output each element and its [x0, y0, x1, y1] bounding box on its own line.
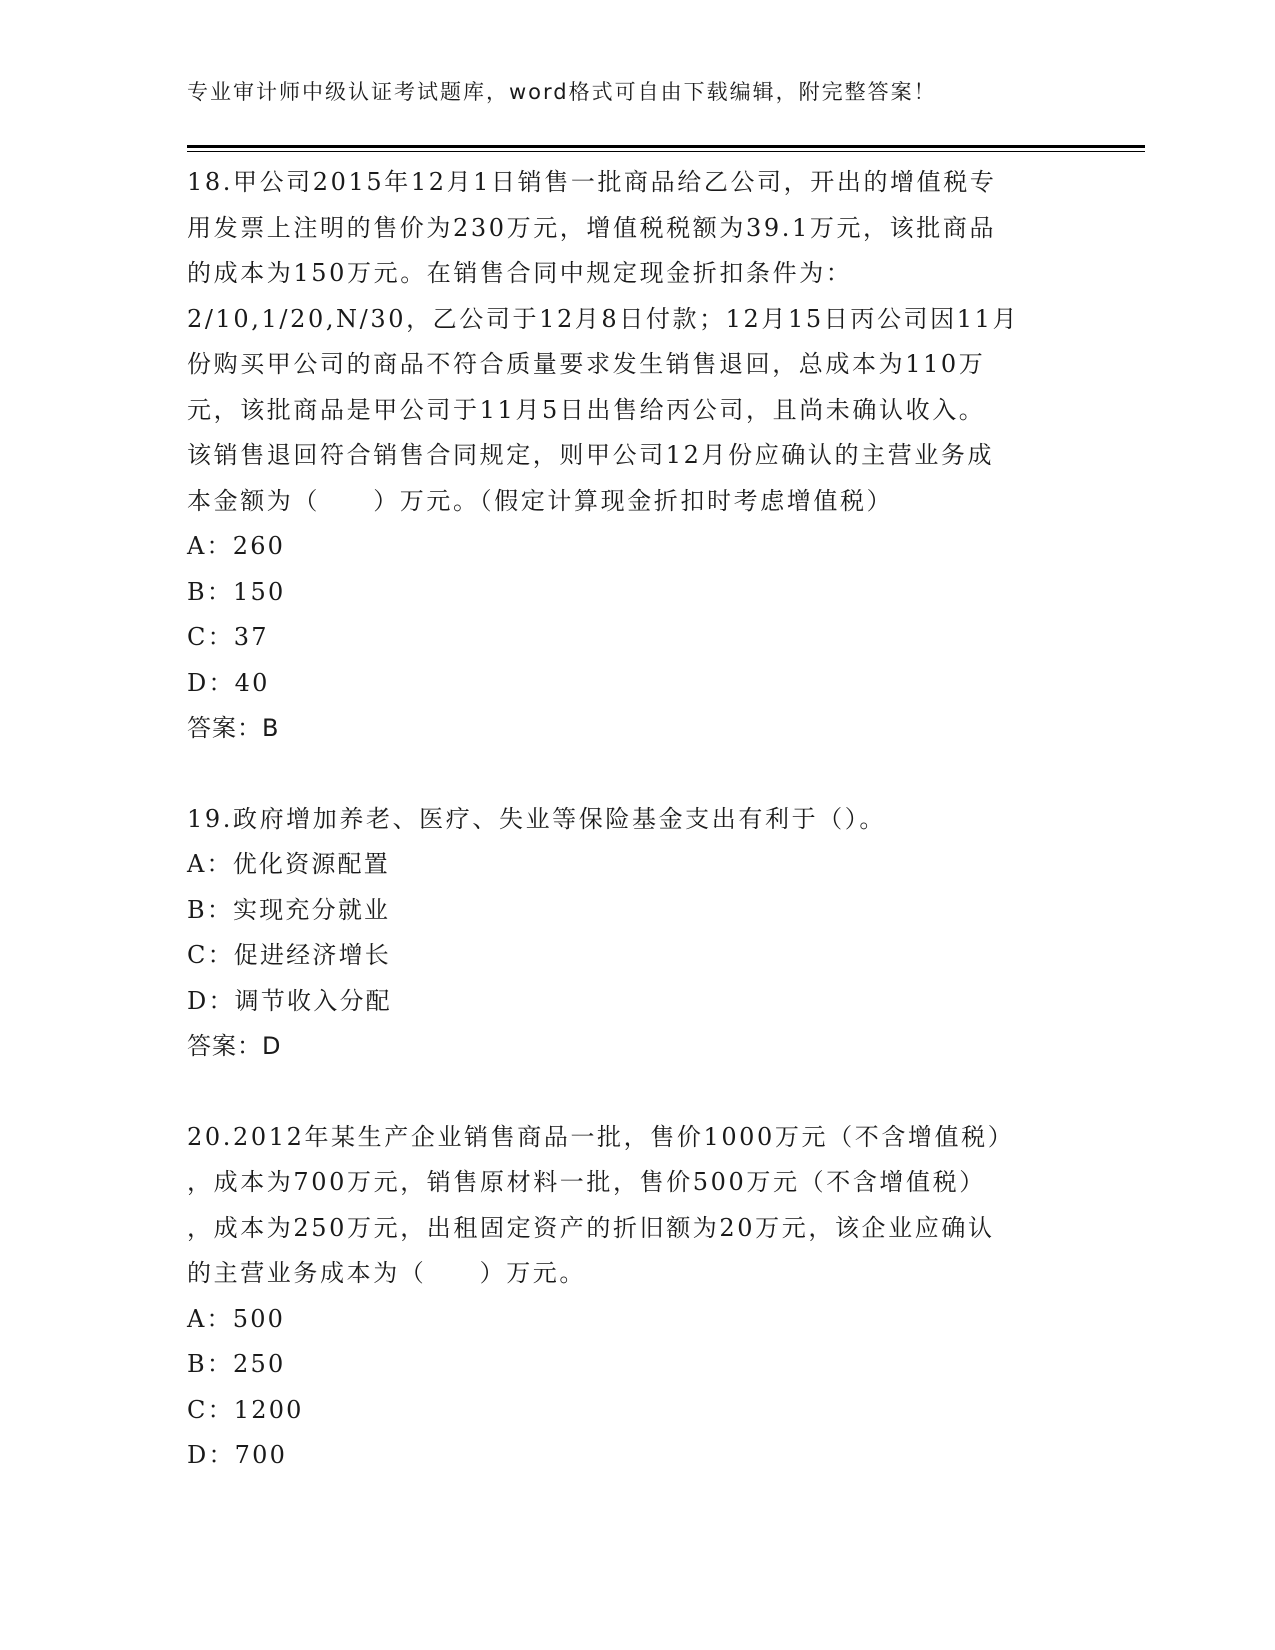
option-a: A：260: [187, 532, 286, 560]
answer-label: 答案：B: [187, 714, 280, 742]
question-text-line: 的成本为150万元。在销售合同中规定现金折扣条件为：: [187, 259, 853, 287]
question-text-line: 用发票上注明的售价为230万元，增值税税额为39.1万元，该批商品: [187, 213, 997, 242]
option-d: D：调节收入分配: [187, 986, 392, 1015]
question-text-line: 该销售退回符合销售合同规定，则甲公司12月份应确认的主营业务成: [187, 441, 995, 469]
header-rule-thin: [187, 151, 1145, 152]
question-20: [187, 1115, 1087, 1479]
option-a: A：优化资源配置: [187, 850, 390, 878]
question-text-line: 18.甲公司2015年12月1日销售一批商品给乙公司，开出的增值税专: [187, 168, 997, 196]
question-text-line: 2/10,1/20,N/30，乙公司于12月8日付款；12月15日丙公司因11月: [187, 304, 1020, 333]
question-spacer: [187, 752, 1087, 797]
option-b: B：实现充分就业: [187, 895, 391, 924]
option-b: B：250: [187, 1350, 286, 1378]
option-d: D：40: [187, 668, 270, 697]
page-header: 专业审计师中级认证考试题库，word格式可自由下载编辑，附完整答案！: [187, 80, 937, 104]
option-c: C：1200: [187, 1395, 304, 1424]
question-18: [187, 160, 1087, 752]
question-text-line: 本金额为（ ）万元。（假定计算现金折扣时考虑增值税）: [187, 486, 894, 515]
question-text-line: 的主营业务成本为（ ）万元。: [187, 1259, 586, 1287]
option-a: A：500: [187, 1304, 286, 1333]
question-text-line: 元，该批商品是甲公司于11月5日出售给丙公司，且尚未确认收入。: [187, 395, 986, 424]
question-text-line: ，成本为700万元，销售原材料一批，售价500万元（不含增值税）: [187, 1168, 986, 1196]
question-text-line: ，成本为250万元，出租固定资产的折旧额为20万元，该企业应确认: [187, 1213, 995, 1242]
question-19: [187, 797, 1087, 1070]
question-text-line: 19.政府增加养老、医疗、失业等保险基金支出有利于（）。: [187, 804, 886, 833]
question-text-line: 份购买甲公司的商品不符合质量要求发生销售退回，总成本为110万: [187, 350, 986, 378]
answer-label: 答案：D: [187, 1032, 282, 1060]
question-list: [187, 160, 1087, 1479]
question-spacer: [187, 1070, 1087, 1115]
option-c: C：促进经济增长: [187, 941, 391, 969]
option-b: B：150: [187, 577, 286, 606]
header-rule-thick: [187, 145, 1145, 148]
option-d: D：700: [187, 1441, 288, 1469]
question-text-line: 20.2012年某生产企业销售商品一批，售价1000万元（不含增值税）: [187, 1122, 1015, 1151]
option-c: C：37: [187, 623, 269, 651]
